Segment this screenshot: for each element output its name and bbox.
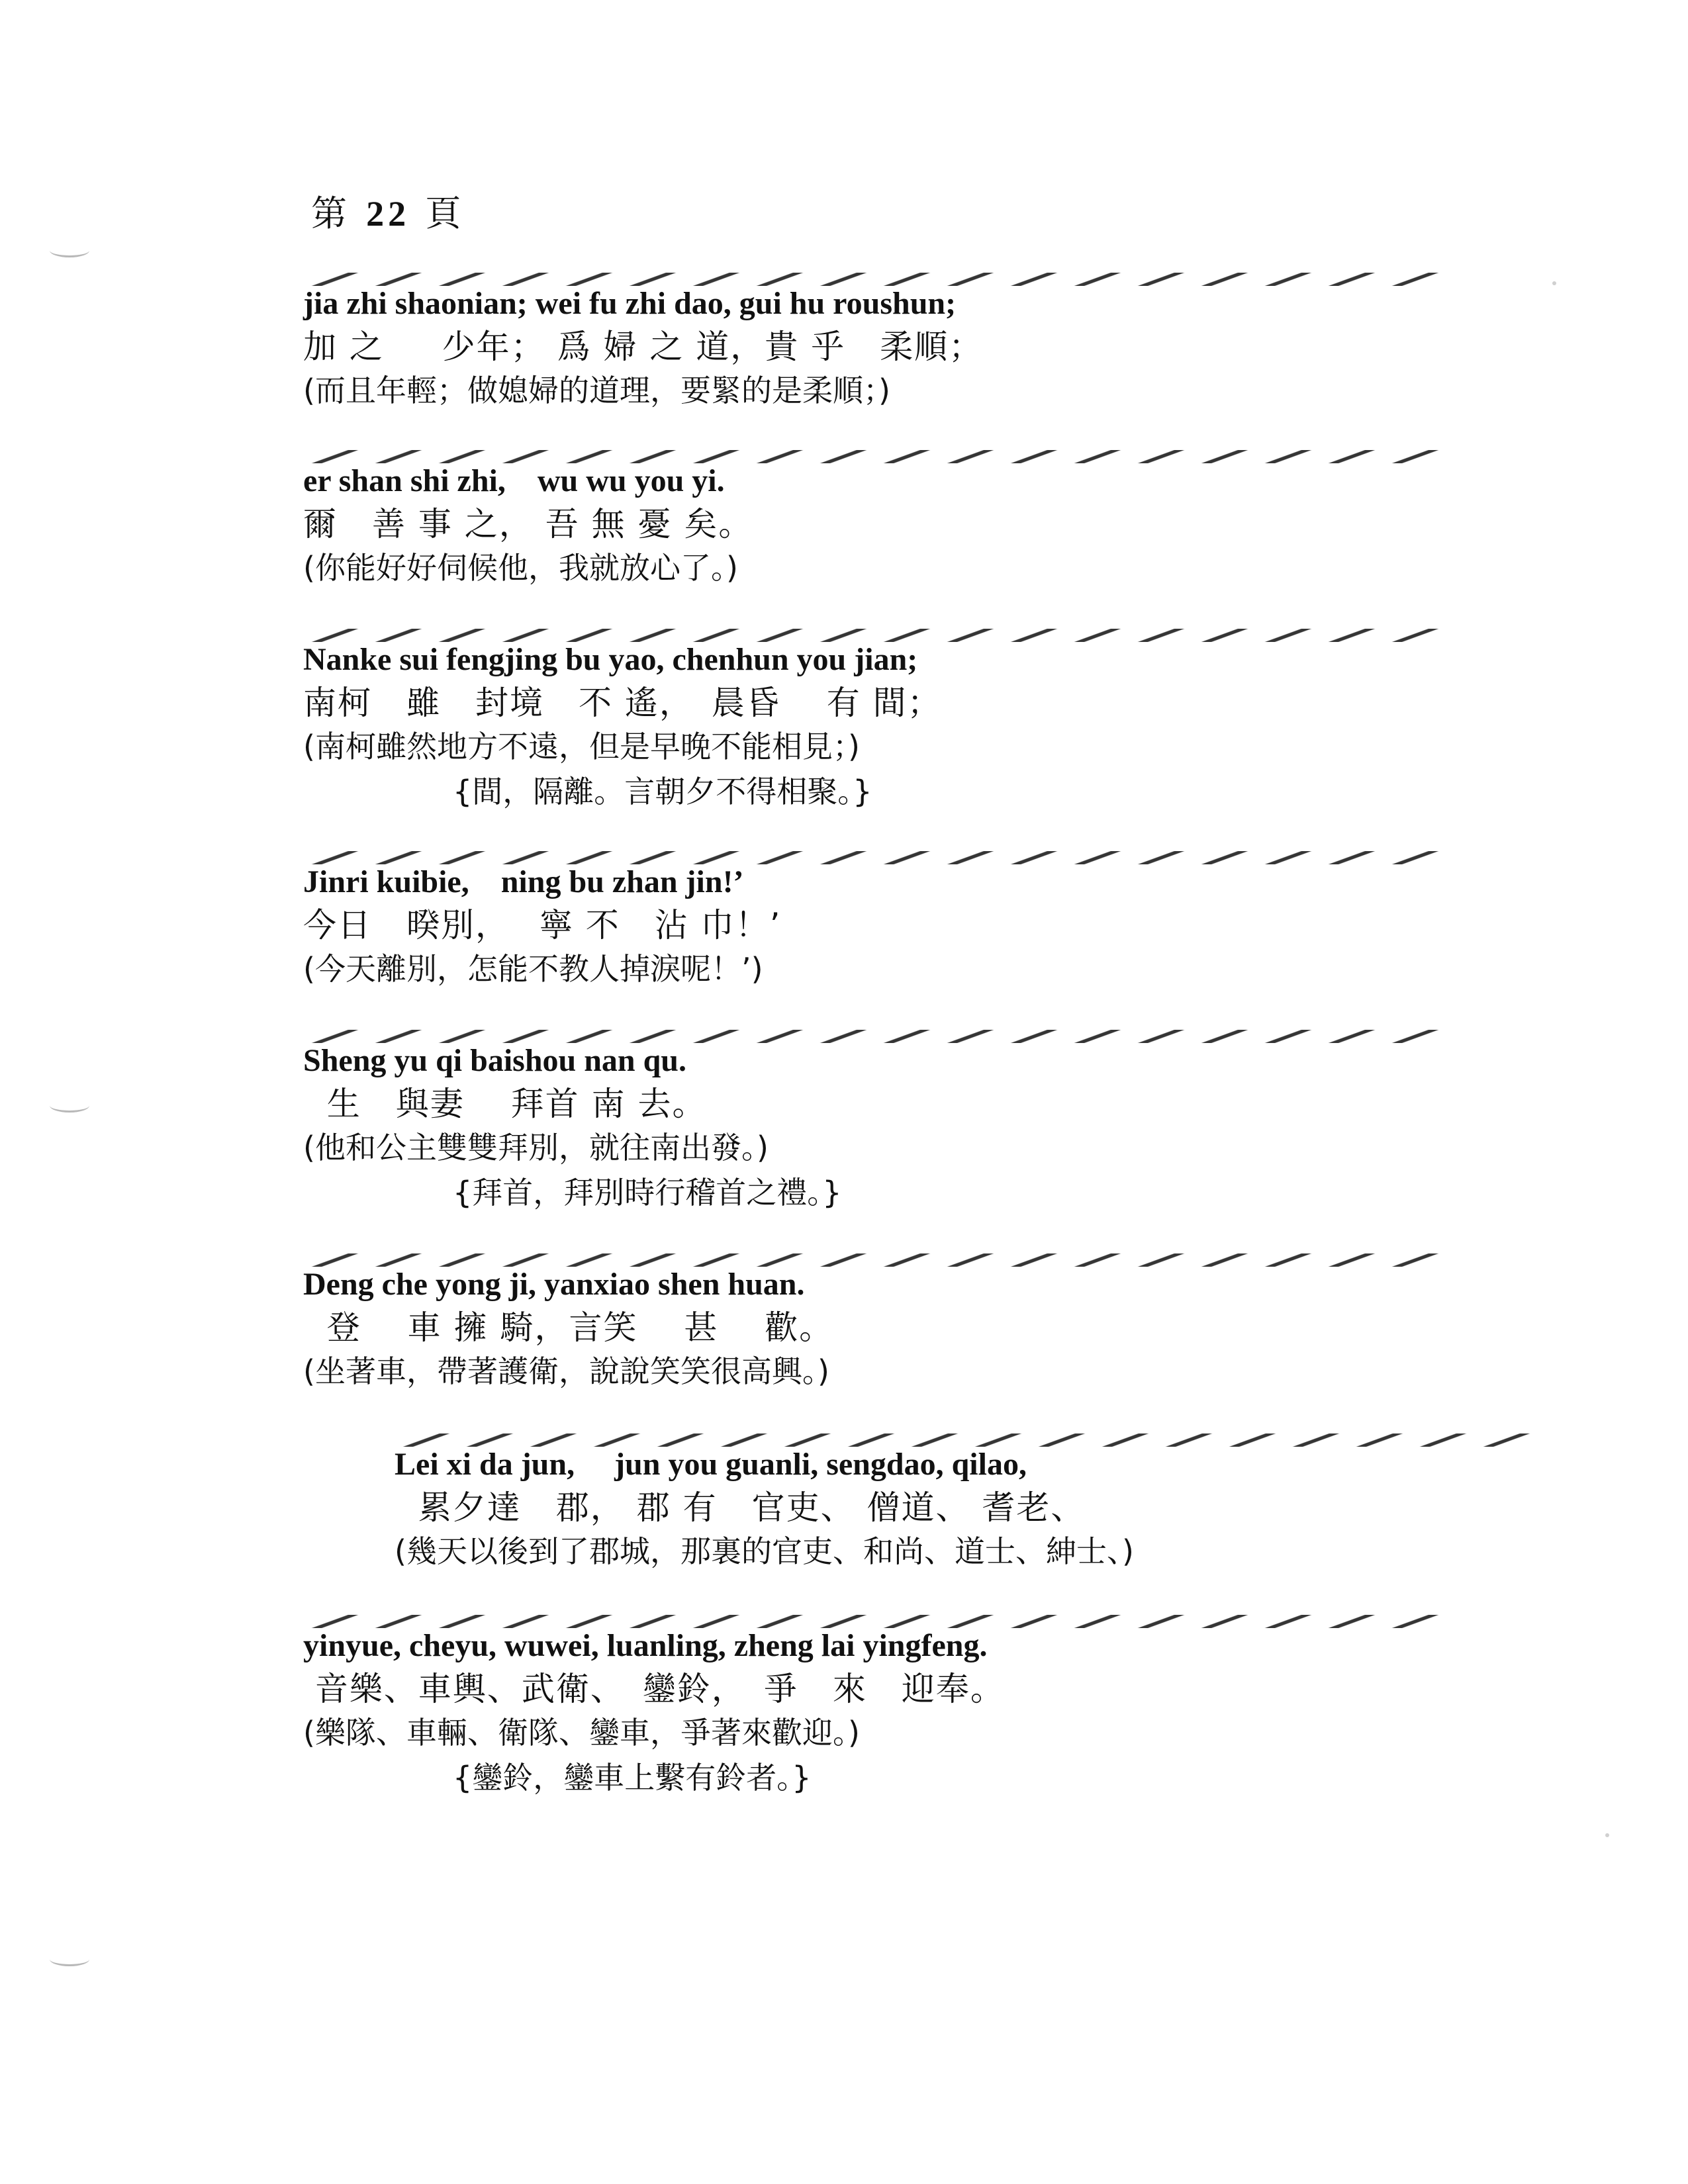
classical-text-line: 音樂、車輿、武衛、 鑾鈴， 爭 來 迎奉。 xyxy=(303,1670,1005,1708)
classical-text-line: 加 之 少年； 爲 婦 之 道，貴 乎 柔順； xyxy=(303,328,984,366)
stanza-1 xyxy=(303,270,1561,413)
stanza-6 xyxy=(303,1251,1561,1394)
classical-text-line: 爾 善 事 之， 吾 無 憂 矣。 xyxy=(303,505,753,543)
pinyin-line: Deng che yong ji, yanxiao shen huan. xyxy=(303,1251,1561,1306)
translation-line: (而且年輕；做媳婦的道理，要緊的是柔順；) xyxy=(303,373,890,408)
pinyin-line: Jinri kuibie, ning bu zhan jin!’ xyxy=(303,848,1561,904)
pinyin-line: er shan shi zhi, wu wu you yi. xyxy=(303,447,1561,503)
page-label-suffix: 頁 xyxy=(425,193,465,234)
translation-line: (南柯雖然地方不遠，但是早晚不能相見；) xyxy=(303,729,860,764)
scan-speck xyxy=(1605,1833,1609,1837)
stanza-4 xyxy=(303,848,1561,991)
translation-line: (坐著車，帶著護衛，說說笑笑很高興。) xyxy=(303,1353,829,1389)
page-number-heading xyxy=(311,185,465,236)
annotation-line: {間，隔離。言朝夕不得相聚。} xyxy=(453,774,872,809)
pinyin-line: yinyue, cheyu, wuwei, luanling, zheng lai yingfeng. xyxy=(303,1612,1561,1668)
punch-hole-mark xyxy=(50,1952,89,1966)
translation-line: (今天離別，怎能不教人掉淚呢！’) xyxy=(303,951,763,987)
punch-hole-mark xyxy=(50,1099,89,1113)
classical-text-line: 南柯 雖 封境 不 遙， 晨昏 有 間； xyxy=(303,684,942,722)
classical-text-line: 登 車 擁 騎，言笑 甚 歡。 xyxy=(303,1308,834,1347)
pinyin-line: Lei xi da jun, jun you guanli, sengdao, qilao, xyxy=(395,1431,1652,1486)
stanza-3 xyxy=(303,626,1561,814)
stanza-8 xyxy=(303,1612,1561,1800)
punch-hole-mark xyxy=(50,244,89,257)
stanza-7 xyxy=(395,1431,1652,1574)
translation-line: (幾天以後到了郡城，那裏的官吏、和尚、道士、紳士、) xyxy=(395,1533,1134,1569)
classical-text-line: 生 與妻 拜首 南 去。 xyxy=(303,1085,707,1123)
pinyin-line: Sheng yu qi baishou nan qu. xyxy=(303,1027,1561,1083)
annotation-line: {鑾鈴，鑾車上繫有鈴者。} xyxy=(453,1760,812,1796)
stanza-5 xyxy=(303,1027,1561,1215)
page-label-prefix: 第 xyxy=(311,193,351,234)
translation-line: (樂隊、車輛、衛隊、鑾車，爭著來歡迎。) xyxy=(303,1715,860,1751)
classical-text-line: 今日 暌別， 寧 不 沾 巾！’ xyxy=(303,906,782,944)
annotation-line: {拜首，拜別時行稽首之禮。} xyxy=(453,1175,842,1210)
translation-line: (他和公主雙雙拜別，就往南出發。) xyxy=(303,1130,769,1165)
classical-text-line: 累夕達 郡， 郡 有 官吏、 僧道、 耆老、 xyxy=(395,1488,1086,1527)
translation-line: (你能好好伺候他，我就放心了。) xyxy=(303,550,738,586)
pinyin-line: jia zhi shaonian; wei fu zhi dao, gui hu roushun; xyxy=(303,270,1561,326)
stanza-2 xyxy=(303,447,1561,590)
page-number: 22 xyxy=(366,194,410,234)
pinyin-line: Nanke sui fengjing bu yao, chenhun you jian; xyxy=(303,626,1561,682)
